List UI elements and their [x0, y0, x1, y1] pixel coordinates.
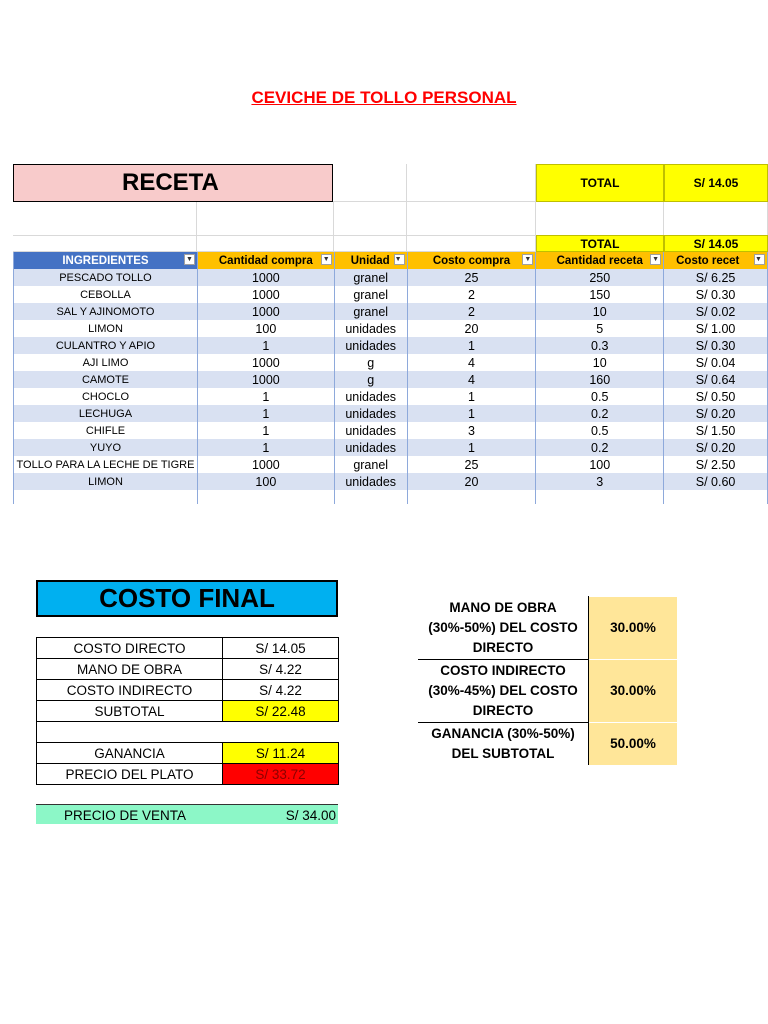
total-header-label: TOTAL	[536, 235, 664, 252]
costo-label: MANO DE OBRA	[37, 659, 223, 680]
cantidad-receta-cell: 10	[536, 354, 664, 371]
precio-venta-row	[36, 804, 338, 824]
table-row	[14, 473, 768, 490]
costo-row	[37, 680, 339, 701]
porcentaje-row	[418, 722, 677, 765]
costo-final-title: COSTO FINAL	[36, 580, 338, 617]
costo-row	[37, 638, 339, 659]
costo-label: SUBTOTAL	[37, 701, 223, 722]
filter-dropdown-icon[interactable]: ▼	[321, 254, 332, 265]
costo-row	[37, 659, 339, 680]
ganancia-label: GANANCIA	[37, 743, 223, 764]
cantidad-receta-cell: 3	[536, 473, 664, 490]
costo-receta-cell: S/ 0.30	[664, 337, 768, 354]
cantidad-compra-cell: 1000	[197, 303, 334, 320]
ingrediente-cell: SAL Y AJINOMOTO	[14, 303, 198, 320]
porcentaje-label: MANO DE OBRA (30%-50%) DEL COSTO DIRECTO	[418, 597, 589, 660]
costo-final-table	[36, 637, 339, 785]
ingrediente-cell: LECHUGA	[14, 405, 198, 422]
costo-compra-cell: 1	[407, 405, 536, 422]
cantidad-receta-cell: 150	[536, 286, 664, 303]
costo-row	[37, 764, 339, 785]
costo-compra-cell: 2	[407, 303, 536, 320]
costo-compra-cell: 4	[407, 354, 536, 371]
cantidad-receta-cell: 0.5	[536, 422, 664, 439]
precio-venta-label: PRECIO DE VENTA	[64, 808, 187, 823]
costo-receta-cell: S/ 0.20	[664, 439, 768, 456]
costo-receta-cell: S/ 0.60	[664, 473, 768, 490]
table-row	[14, 303, 768, 320]
costo-row	[37, 743, 339, 764]
cantidad-compra-cell: 1000	[197, 371, 334, 388]
costo-compra-cell: 25	[407, 456, 536, 473]
subtotal-value: S/ 22.48	[223, 701, 339, 722]
costo-compra-cell: 4	[407, 371, 536, 388]
cantidad-receta-cell: 0.2	[536, 439, 664, 456]
ingredients-table	[13, 252, 768, 504]
ganancia-value: S/ 11.24	[223, 743, 339, 764]
costo-receta-cell: S/ 1.50	[664, 422, 768, 439]
cantidad-receta-cell: 0.2	[536, 405, 664, 422]
costo-receta-cell: S/ 6.25	[664, 269, 768, 286]
costo-value: S/ 4.22	[223, 659, 339, 680]
column-header-ingredientes[interactable]: INGREDIENTES ▼	[14, 252, 198, 269]
cantidad-compra-cell: 1000	[197, 456, 334, 473]
cantidad-receta-cell: 0.5	[536, 388, 664, 405]
costo-receta-cell: S/ 0.20	[664, 405, 768, 422]
porcentaje-value: 50.00%	[589, 722, 678, 765]
column-header-costo-compra[interactable]: Costo compra ▼	[407, 252, 536, 269]
empty-cell	[407, 490, 536, 504]
precio-plato-label: PRECIO DEL PLATO	[37, 764, 223, 785]
costo-compra-cell: 3	[407, 422, 536, 439]
costo-receta-cell: S/ 0.02	[664, 303, 768, 320]
filter-dropdown-icon[interactable]: ▼	[394, 254, 405, 265]
cantidad-compra-cell: 1000	[197, 286, 334, 303]
porcentaje-row	[418, 597, 677, 660]
total-top-value: S/ 14.05	[664, 164, 768, 202]
costo-receta-cell: S/ 0.50	[664, 388, 768, 405]
total-header-value: S/ 14.05	[664, 235, 768, 252]
unidad-cell: granel	[334, 286, 407, 303]
cantidad-compra-cell: 1	[197, 337, 334, 354]
cantidad-compra-cell: 1	[197, 439, 334, 456]
costo-value: S/ 4.22	[223, 680, 339, 701]
cantidad-compra-cell: 1	[197, 422, 334, 439]
costo-compra-cell: 1	[407, 337, 536, 354]
costo-receta-cell: S/ 2.50	[664, 456, 768, 473]
column-header-cantidad-compra[interactable]: Cantidad compra ▼	[197, 252, 334, 269]
page-title: CEVICHE DE TOLLO PERSONAL	[251, 88, 517, 107]
cantidad-receta-cell: 0.3	[536, 337, 664, 354]
unidad-cell: granel	[334, 303, 407, 320]
porcentajes-table	[418, 596, 677, 765]
filter-dropdown-icon[interactable]: ▼	[184, 254, 195, 265]
porcentaje-label: GANANCIA (30%-50%) DEL SUBTOTAL	[418, 722, 589, 765]
unidad-cell: g	[334, 354, 407, 371]
ingrediente-cell: CHOCLO	[14, 388, 198, 405]
costo-compra-cell: 20	[407, 320, 536, 337]
table-row	[14, 405, 768, 422]
empty-cell	[664, 490, 768, 504]
table-row	[14, 354, 768, 371]
filter-dropdown-icon[interactable]: ▼	[754, 254, 765, 265]
cantidad-compra-cell: 100	[197, 320, 334, 337]
unidad-cell: unidades	[334, 439, 407, 456]
ingrediente-cell: LIMON	[14, 473, 198, 490]
costo-compra-cell: 2	[407, 286, 536, 303]
empty-cell	[14, 490, 198, 504]
cantidad-compra-cell: 1000	[197, 269, 334, 286]
table-row	[14, 456, 768, 473]
porcentaje-row	[418, 659, 677, 722]
column-header-unidad[interactable]: Unidad ▼	[334, 252, 407, 269]
table-row	[14, 371, 768, 388]
unidad-cell: unidades	[334, 388, 407, 405]
column-header-cantidad-receta[interactable]: Cantidad receta ▼	[536, 252, 664, 269]
precio-plato-value: S/ 33.72	[223, 764, 339, 785]
blank-cell	[37, 722, 223, 743]
costo-receta-cell: S/ 1.00	[664, 320, 768, 337]
ingrediente-cell: CULANTRO Y APIO	[14, 337, 198, 354]
unidad-cell: granel	[334, 456, 407, 473]
ingrediente-cell: CHIFLE	[14, 422, 198, 439]
costo-row	[37, 701, 339, 722]
porcentaje-value: 30.00%	[589, 597, 678, 660]
table-row	[14, 337, 768, 354]
cantidad-receta-cell: 160	[536, 371, 664, 388]
unidad-cell: unidades	[334, 320, 407, 337]
table-row	[14, 269, 768, 286]
total-top-label: TOTAL	[536, 164, 664, 202]
ingrediente-cell: YUYO	[14, 439, 198, 456]
precio-venta-value: S/ 34.00	[285, 808, 336, 823]
table-row	[14, 320, 768, 337]
costo-label: COSTO DIRECTO	[37, 638, 223, 659]
unidad-cell: unidades	[334, 422, 407, 439]
ingrediente-cell: AJI LIMO	[14, 354, 198, 371]
unidad-cell: unidades	[334, 473, 407, 490]
costo-receta-cell: S/ 0.64	[664, 371, 768, 388]
unidad-cell: g	[334, 371, 407, 388]
costo-receta-cell: S/ 0.04	[664, 354, 768, 371]
empty-cell	[334, 490, 407, 504]
table-row-empty	[14, 490, 768, 504]
cantidad-compra-cell: 1	[197, 405, 334, 422]
costo-value: S/ 14.05	[223, 638, 339, 659]
ingrediente-cell: LIMON	[14, 320, 198, 337]
empty-cell	[197, 490, 334, 504]
cantidad-receta-cell: 5	[536, 320, 664, 337]
unidad-cell: unidades	[334, 405, 407, 422]
porcentaje-value: 30.00%	[589, 659, 678, 722]
table-header-row	[14, 252, 768, 269]
costo-label: COSTO INDIRECTO	[37, 680, 223, 701]
cantidad-receta-cell: 10	[536, 303, 664, 320]
unidad-cell: granel	[334, 269, 407, 286]
cantidad-compra-cell: 1	[197, 388, 334, 405]
costo-receta-cell: S/ 0.30	[664, 286, 768, 303]
cantidad-compra-cell: 1000	[197, 354, 334, 371]
cantidad-receta-cell: 100	[536, 456, 664, 473]
costo-compra-cell: 1	[407, 439, 536, 456]
filter-dropdown-icon[interactable]: ▼	[522, 254, 533, 265]
porcentaje-label: COSTO INDIRECTO (30%-45%) DEL COSTO DIRECTO	[418, 659, 589, 722]
blank-cell	[223, 722, 339, 743]
unidad-cell: unidades	[334, 337, 407, 354]
cantidad-compra-cell: 100	[197, 473, 334, 490]
filter-dropdown-icon[interactable]: ▼	[650, 254, 661, 265]
cantidad-receta-cell: 250	[536, 269, 664, 286]
table-row	[14, 422, 768, 439]
empty-cell	[536, 490, 664, 504]
costo-compra-cell: 25	[407, 269, 536, 286]
costo-compra-cell: 20	[407, 473, 536, 490]
table-row	[14, 286, 768, 303]
table-row	[14, 439, 768, 456]
ingrediente-cell: CEBOLLA	[14, 286, 198, 303]
ingrediente-cell: PESCADO TOLLO	[14, 269, 198, 286]
column-header-costo-receta[interactable]: Costo recet ▼	[664, 252, 768, 269]
costo-compra-cell: 1	[407, 388, 536, 405]
receta-title: RECETA	[13, 164, 333, 202]
ingrediente-cell: TOLLO PARA LA LECHE DE TIGRE	[14, 456, 198, 473]
ingrediente-cell: CAMOTE	[14, 371, 198, 388]
table-row	[14, 388, 768, 405]
